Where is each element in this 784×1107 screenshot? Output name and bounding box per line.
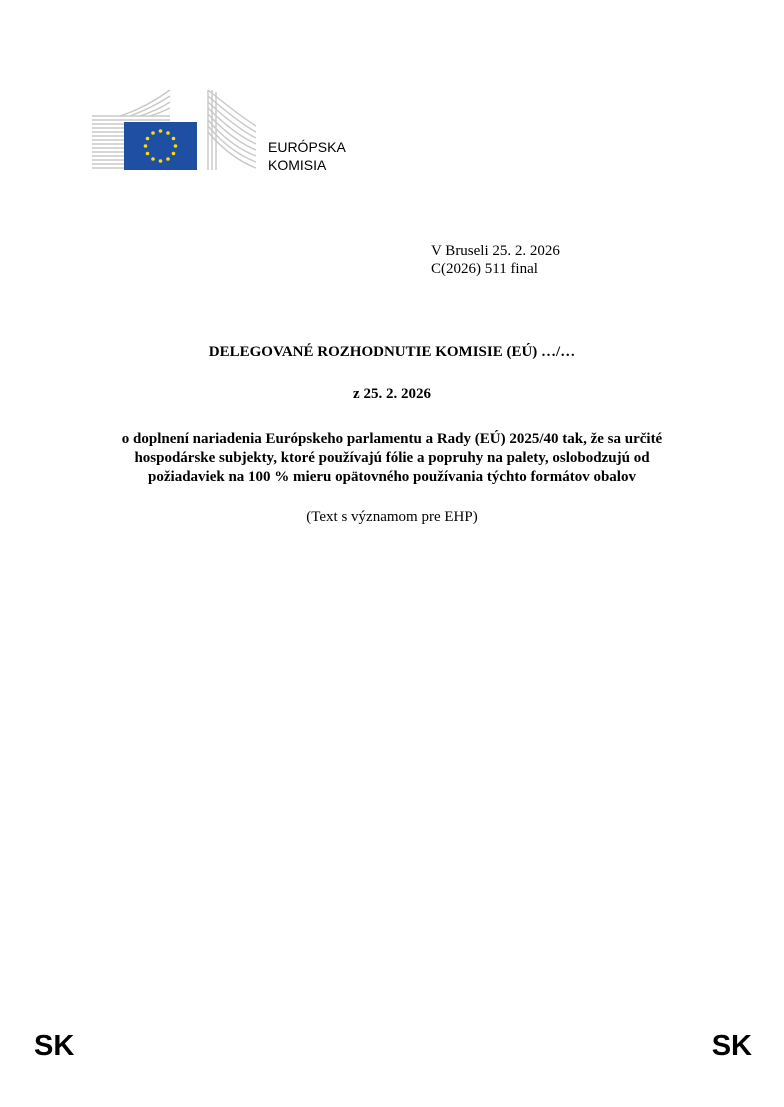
eu-flag-icon (124, 122, 197, 170)
document-subject (0, 430, 784, 487)
european-commission-logo (90, 86, 360, 176)
subject-line: o doplnení nariadenia Európskeho parlamentu a Rady (EÚ) 2025/40 tak, že sa určité (121, 431, 663, 447)
organization-name (268, 138, 346, 174)
eea-relevance-note: (Text s významom pre EHP) (306, 509, 478, 525)
document-title: DELEGOVANÉ ROZHODNUTIE KOMISIE (EÚ) …/… (208, 344, 576, 360)
language-code-right: SK (711, 1030, 752, 1062)
subject-line: hospodárske subjekty, ktoré používajú fólie a popruhy na palety, oslobodzujú od (134, 450, 650, 466)
organization-line-1: EURÓPSKA (268, 139, 346, 155)
document-date: z 25. 2. 2026 (353, 386, 431, 402)
subject-line: požiadaviek na 100 % mieru opätovného používania týchto formátov obalov (148, 469, 636, 485)
document-meta (431, 242, 560, 278)
organization-line-2: KOMISIA (268, 157, 327, 173)
place-date: V Bruseli 25. 2. 2026 (431, 243, 560, 259)
language-code-left: SK (34, 1030, 75, 1062)
document-reference: C(2026) 511 final (431, 261, 538, 277)
